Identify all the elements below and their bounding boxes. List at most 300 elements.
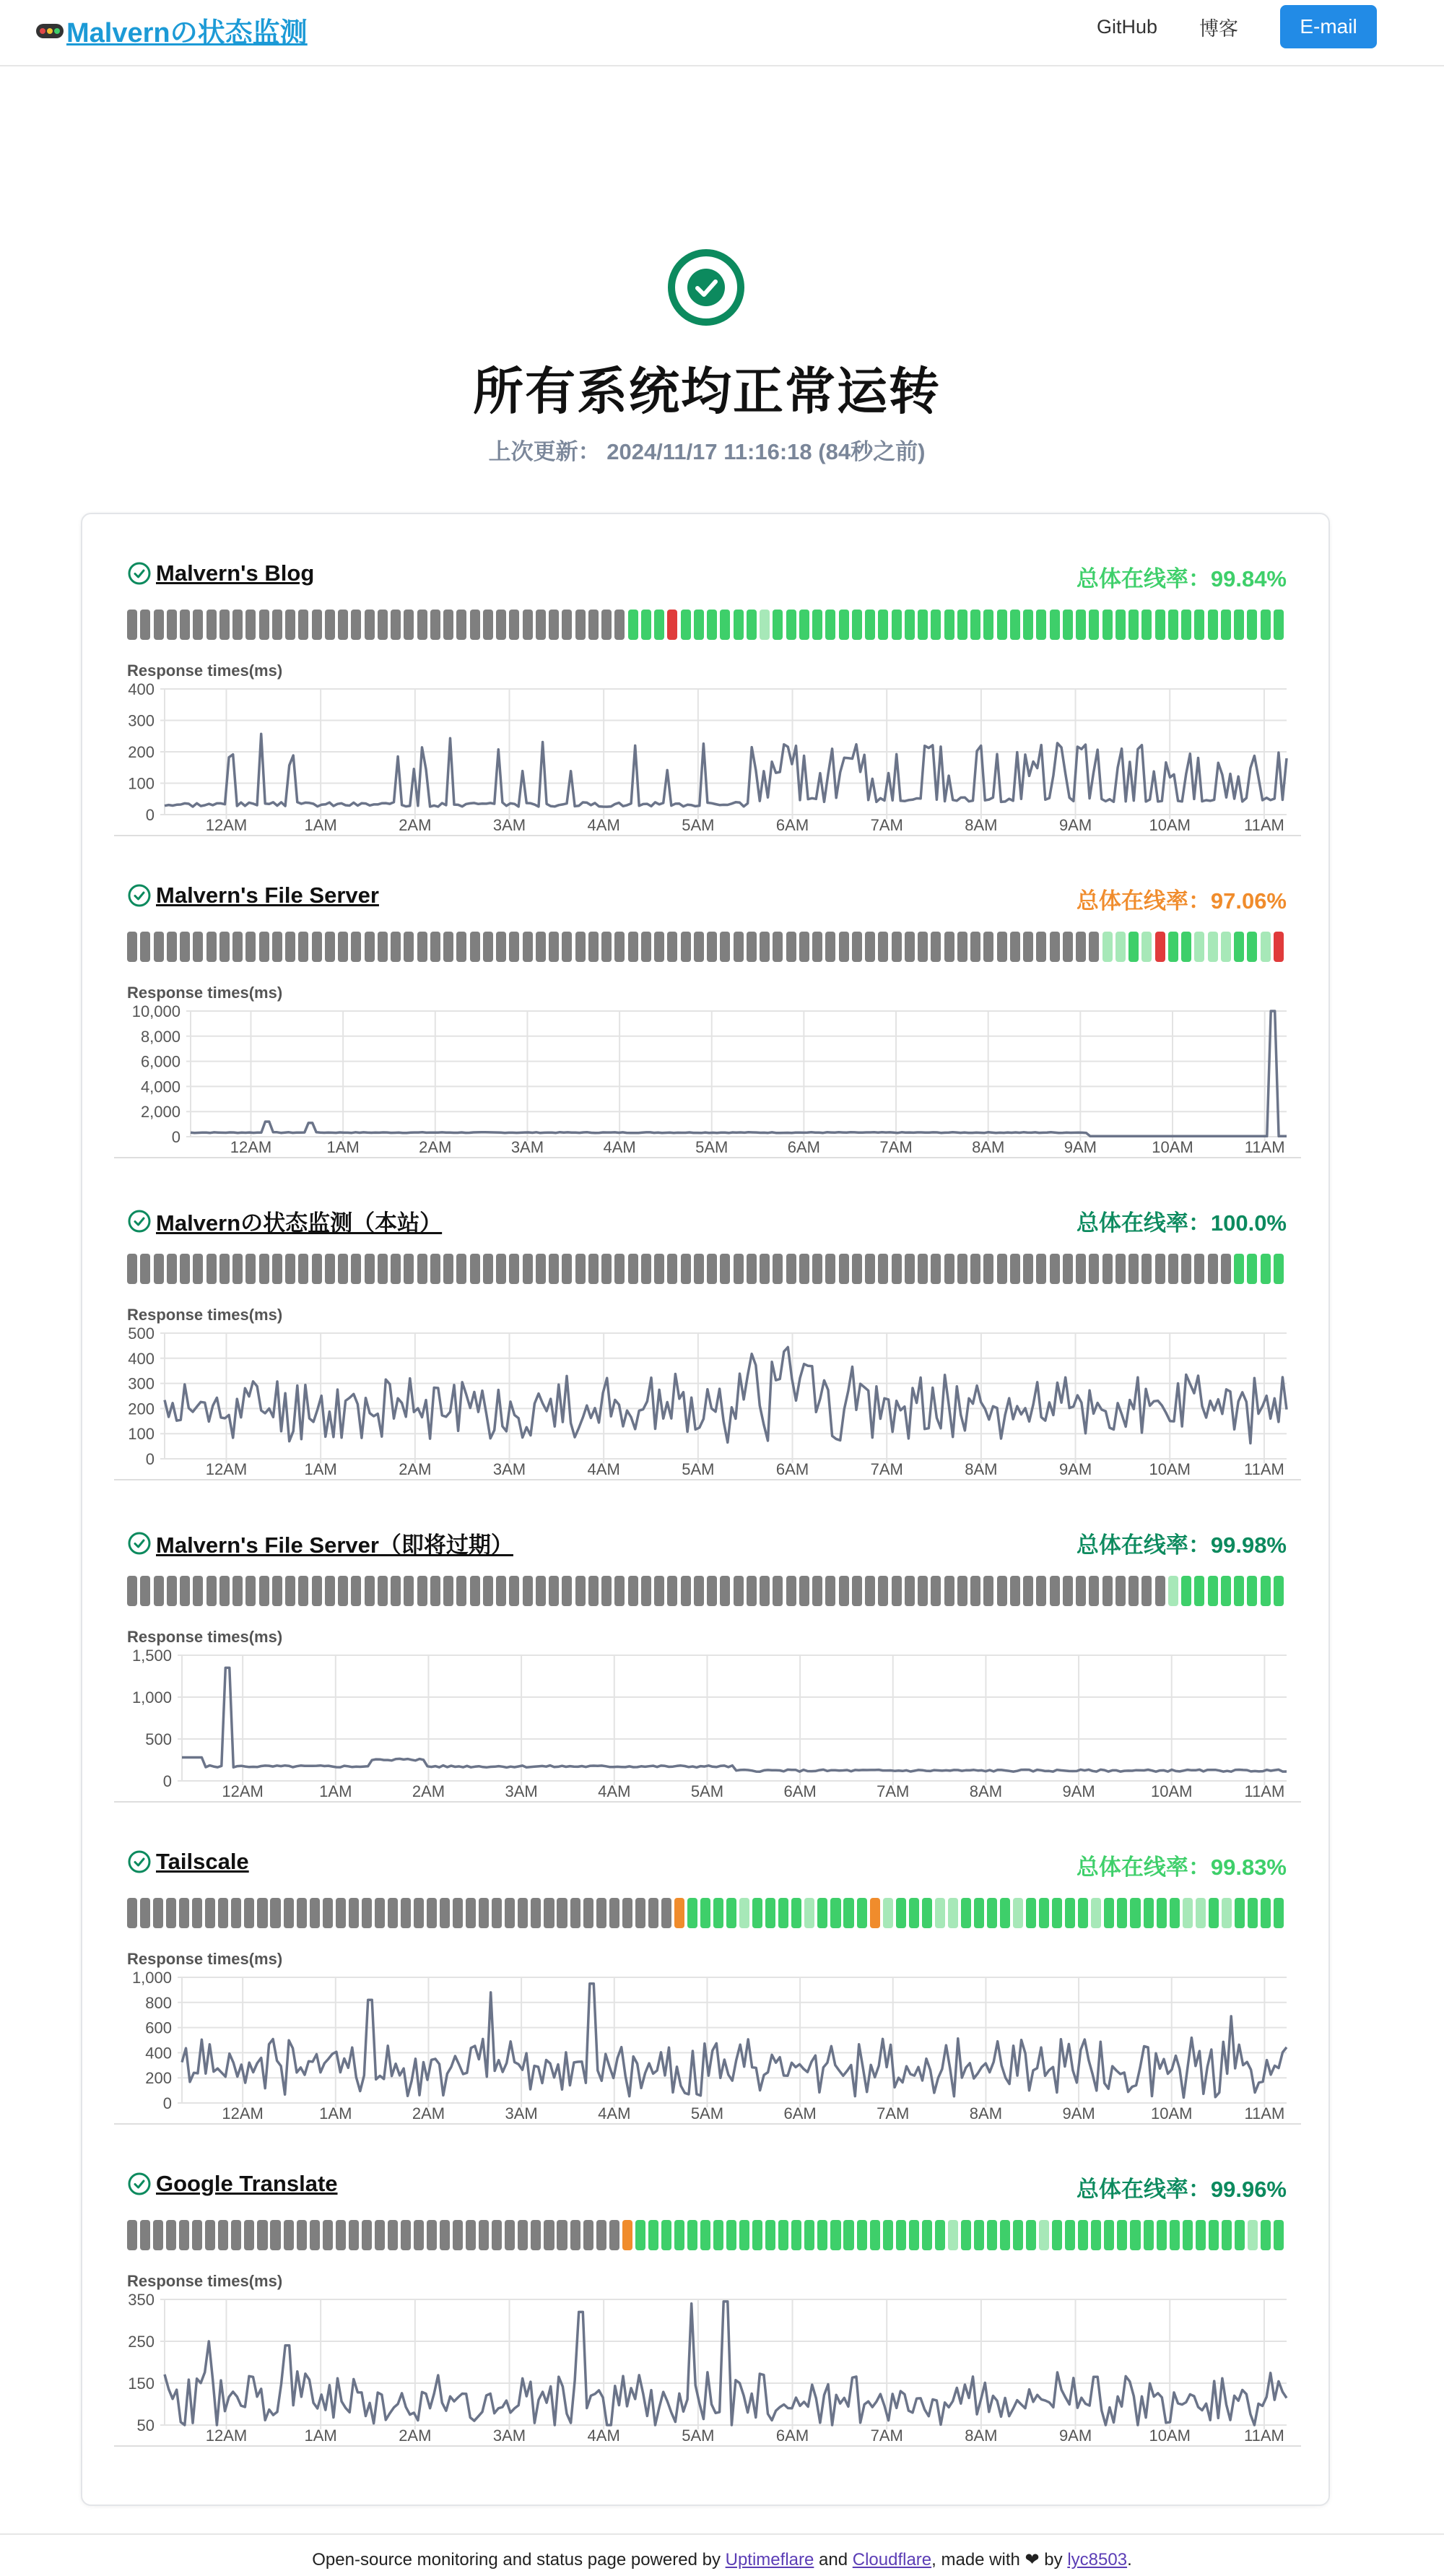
uptime-bar[interactable] <box>1102 610 1113 640</box>
uptime-bar[interactable] <box>857 2220 867 2250</box>
uptime-bar[interactable] <box>391 1254 401 1284</box>
uptime-bar[interactable] <box>970 932 980 962</box>
uptime-bar[interactable] <box>244 2220 254 2250</box>
uptime-bar[interactable] <box>430 1576 440 1606</box>
uptime-bar[interactable] <box>1181 1254 1191 1284</box>
uptime-bar[interactable] <box>338 1254 348 1284</box>
uptime-bar[interactable] <box>747 610 757 640</box>
uptime-bar[interactable] <box>298 610 308 640</box>
uptime-bar[interactable] <box>575 610 586 640</box>
uptime-bar[interactable] <box>466 1898 476 1928</box>
uptime-bar[interactable] <box>549 610 559 640</box>
uptime-bar[interactable] <box>284 1898 294 1928</box>
uptime-bar[interactable] <box>205 1898 215 1928</box>
uptime-bar[interactable] <box>865 610 875 640</box>
uptime-bar[interactable] <box>365 1254 375 1284</box>
uptime-bar[interactable] <box>536 1254 546 1284</box>
uptime-bar[interactable] <box>285 1576 295 1606</box>
uptime-bar[interactable] <box>1076 610 1086 640</box>
uptime-bar[interactable] <box>427 1898 437 1928</box>
uptime-bar[interactable] <box>1168 1576 1178 1606</box>
uptime-bar[interactable] <box>483 1576 493 1606</box>
uptime-bar[interactable] <box>987 1898 997 1928</box>
uptime-bar[interactable] <box>918 610 928 640</box>
uptime-bar[interactable] <box>404 1576 414 1606</box>
uptime-bar[interactable] <box>401 2220 411 2250</box>
uptime-bar[interactable] <box>654 1576 664 1606</box>
uptime-bar[interactable] <box>739 2220 749 2250</box>
uptime-bar[interactable] <box>804 1898 814 1928</box>
uptime-bar[interactable] <box>1155 1254 1165 1284</box>
uptime-bar[interactable] <box>878 932 888 962</box>
uptime-bar[interactable] <box>1194 1254 1204 1284</box>
uptime-bar[interactable] <box>193 610 203 640</box>
uptime-bar[interactable] <box>140 610 150 640</box>
uptime-bar[interactable] <box>180 1254 190 1284</box>
uptime-bar[interactable] <box>614 932 625 962</box>
uptime-bar[interactable] <box>414 1898 424 1928</box>
uptime-bar[interactable] <box>635 1898 645 1928</box>
uptime-bar[interactable] <box>734 1576 744 1606</box>
uptime-bar[interactable] <box>257 1898 267 1928</box>
uptime-bar[interactable] <box>1128 1576 1139 1606</box>
uptime-bar[interactable] <box>596 2220 606 2250</box>
uptime-bar[interactable] <box>492 2220 502 2250</box>
uptime-bar[interactable] <box>430 610 440 640</box>
uptime-bar[interactable] <box>1155 610 1165 640</box>
uptime-bar[interactable] <box>909 1898 919 1928</box>
uptime-bar[interactable] <box>336 1898 346 1928</box>
uptime-bar[interactable] <box>127 1254 137 1284</box>
uptime-bar[interactable] <box>404 932 414 962</box>
uptime-bar[interactable] <box>1261 1254 1271 1284</box>
uptime-bar[interactable] <box>154 932 164 962</box>
uptime-bar[interactable] <box>1208 610 1218 640</box>
uptime-bar[interactable] <box>1274 1898 1284 1928</box>
uptime-bar[interactable] <box>1039 1898 1049 1928</box>
uptime-bar[interactable] <box>417 1254 427 1284</box>
uptime-bar[interactable] <box>338 932 348 962</box>
uptime-bar[interactable] <box>588 932 599 962</box>
brand-link[interactable] <box>36 10 308 50</box>
uptime-bar[interactable] <box>470 932 480 962</box>
uptime-bar[interactable] <box>505 2220 515 2250</box>
uptime-bar[interactable] <box>1115 1576 1126 1606</box>
uptime-bar[interactable] <box>557 2220 567 2250</box>
uptime-bar[interactable] <box>180 932 190 962</box>
uptime-bar[interactable] <box>752 1898 762 1928</box>
uptime-bar[interactable] <box>298 1576 308 1606</box>
uptime-bar[interactable] <box>231 2220 241 2250</box>
uptime-bar[interactable] <box>883 1898 893 1928</box>
monitor-name[interactable]: Google Translate <box>156 2171 338 2196</box>
uptime-bar[interactable] <box>720 932 730 962</box>
uptime-bar[interactable] <box>1234 1576 1244 1606</box>
uptime-bar[interactable] <box>905 1254 915 1284</box>
uptime-bar[interactable] <box>804 2220 814 2250</box>
uptime-bar[interactable] <box>1052 2220 1062 2250</box>
uptime-bar[interactable] <box>1247 1576 1257 1606</box>
uptime-bar[interactable] <box>285 1254 295 1284</box>
uptime-bar[interactable] <box>153 2220 163 2250</box>
uptime-bar[interactable] <box>983 610 993 640</box>
uptime-bar[interactable] <box>298 1254 308 1284</box>
uptime-bar[interactable] <box>661 2220 671 2250</box>
uptime-bar[interactable] <box>830 1898 840 1928</box>
uptime-bar[interactable] <box>232 932 243 962</box>
uptime-bar[interactable] <box>167 932 177 962</box>
uptime-bar[interactable] <box>285 610 295 640</box>
uptime-bar[interactable] <box>351 610 361 640</box>
uptime-bar[interactable] <box>1194 1576 1204 1606</box>
uptime-bar[interactable] <box>667 610 677 640</box>
uptime-bar[interactable] <box>707 1576 717 1606</box>
uptime-bar[interactable] <box>957 610 967 640</box>
uptime-bar[interactable] <box>1091 1898 1101 1928</box>
uptime-bar[interactable] <box>922 2220 932 2250</box>
uptime-bar[interactable] <box>456 1254 466 1284</box>
uptime-bar[interactable] <box>570 1898 580 1928</box>
uptime-bar[interactable] <box>417 610 427 640</box>
uptime-bar[interactable] <box>365 610 375 640</box>
uptime-bar[interactable] <box>739 1898 749 1928</box>
uptime-bar[interactable] <box>1076 932 1086 962</box>
uptime-bar[interactable] <box>601 932 612 962</box>
uptime-bar[interactable] <box>865 1576 875 1606</box>
uptime-bar[interactable] <box>614 1576 625 1606</box>
uptime-bar[interactable] <box>127 932 137 962</box>
uptime-bar[interactable] <box>778 1898 788 1928</box>
uptime-bar[interactable] <box>349 2220 359 2250</box>
uptime-bar[interactable] <box>1115 932 1126 962</box>
uptime-bar[interactable] <box>483 610 493 640</box>
uptime-bar[interactable] <box>609 2220 619 2250</box>
uptime-bar[interactable] <box>970 1254 980 1284</box>
uptime-bar[interactable] <box>179 2220 189 2250</box>
uptime-bar[interactable] <box>575 1254 586 1284</box>
uptime-bar[interactable] <box>1222 2220 1232 2250</box>
monitor-name[interactable]: Malvernの状态监测（本站） <box>156 1210 443 1236</box>
uptime-bar[interactable] <box>1261 610 1271 640</box>
uptime-bar[interactable] <box>378 610 388 640</box>
uptime-bar[interactable] <box>1235 1898 1245 1928</box>
uptime-bar[interactable] <box>245 610 256 640</box>
uptime-bar[interactable] <box>456 1576 466 1606</box>
uptime-bar[interactable] <box>1208 1254 1218 1284</box>
uptime-bar[interactable] <box>852 1254 862 1284</box>
uptime-bar[interactable] <box>1000 2220 1010 2250</box>
uptime-bar[interactable] <box>270 1898 280 1928</box>
uptime-bar[interactable] <box>1181 1576 1191 1606</box>
uptime-bar[interactable] <box>127 610 137 640</box>
uptime-bar[interactable] <box>544 1898 554 1928</box>
uptime-bar[interactable] <box>536 932 546 962</box>
uptime-bar[interactable] <box>338 610 348 640</box>
uptime-bar[interactable] <box>257 2220 267 2250</box>
uptime-bar[interactable] <box>944 932 954 962</box>
uptime-bar[interactable] <box>1050 610 1060 640</box>
uptime-bar[interactable] <box>496 610 506 640</box>
uptime-bar[interactable] <box>870 2220 880 2250</box>
uptime-bar[interactable] <box>1013 2220 1023 2250</box>
uptime-bar[interactable] <box>1208 932 1218 962</box>
uptime-bar[interactable] <box>310 2220 320 2250</box>
uptime-bar[interactable] <box>404 1254 414 1284</box>
uptime-bar[interactable] <box>1063 1254 1073 1284</box>
uptime-bar[interactable] <box>270 2220 280 2250</box>
uptime-bar[interactable] <box>957 932 967 962</box>
uptime-bar[interactable] <box>219 610 230 640</box>
uptime-bar[interactable] <box>700 1898 710 1928</box>
uptime-bar[interactable] <box>628 1254 638 1284</box>
uptime-bar[interactable] <box>948 1898 958 1928</box>
uptime-bar[interactable] <box>1248 1898 1258 1928</box>
uptime-bar[interactable] <box>1039 2220 1049 2250</box>
uptime-bar[interactable] <box>1261 2220 1271 2250</box>
uptime-bar[interactable] <box>667 1576 677 1606</box>
uptime-bar[interactable] <box>713 2220 723 2250</box>
uptime-bar[interactable] <box>1050 1254 1060 1284</box>
uptime-bar[interactable] <box>1036 932 1046 962</box>
uptime-bar[interactable] <box>931 1576 941 1606</box>
uptime-bar[interactable] <box>285 932 295 962</box>
uptime-bar[interactable] <box>918 1254 928 1284</box>
uptime-bar[interactable] <box>417 1576 427 1606</box>
uptime-bar[interactable] <box>752 2220 762 2250</box>
uptime-bar[interactable] <box>1234 610 1244 640</box>
uptime-bar[interactable] <box>1170 2220 1180 2250</box>
uptime-bar[interactable] <box>505 1898 515 1928</box>
uptime-bar[interactable] <box>961 2220 971 2250</box>
uptime-bar[interactable] <box>1194 932 1204 962</box>
uptime-bar[interactable] <box>974 2220 984 2250</box>
uptime-bar[interactable] <box>1078 2220 1088 2250</box>
uptime-bar[interactable] <box>518 2220 528 2250</box>
uptime-bar[interactable] <box>1104 1898 1114 1928</box>
author-link[interactable]: lyc8503 <box>1067 2550 1128 2570</box>
uptime-bar[interactable] <box>825 1254 835 1284</box>
uptime-bar[interactable] <box>443 610 453 640</box>
uptime-bar[interactable] <box>193 932 203 962</box>
uptime-bar[interactable] <box>404 610 414 640</box>
uptime-bar[interactable] <box>878 610 888 640</box>
uptime-bar[interactable] <box>825 610 835 640</box>
uptime-bar[interactable] <box>562 1576 572 1606</box>
uptime-bar[interactable] <box>378 932 388 962</box>
uptime-bar[interactable] <box>765 2220 775 2250</box>
monitor-name[interactable]: Malvern's File Server（即将过期） <box>156 1532 513 1558</box>
uptime-bar[interactable] <box>628 1576 638 1606</box>
uptime-bar[interactable] <box>193 1254 203 1284</box>
uptime-bar[interactable] <box>338 1576 348 1606</box>
uptime-bar[interactable] <box>443 1576 453 1606</box>
uptime-bar[interactable] <box>747 1254 757 1284</box>
uptime-bar[interactable] <box>1010 1576 1020 1606</box>
uptime-bar[interactable] <box>1168 1254 1178 1284</box>
uptime-bar[interactable] <box>892 1576 902 1606</box>
uptime-bar[interactable] <box>878 1254 888 1284</box>
uptime-bar[interactable] <box>799 932 809 962</box>
uptime-bar[interactable] <box>272 610 282 640</box>
uptime-bar[interactable] <box>427 2220 437 2250</box>
uptime-bar[interactable] <box>720 1576 730 1606</box>
uptime-bar[interactable] <box>140 2220 150 2250</box>
uptime-bar[interactable] <box>892 1254 902 1284</box>
uptime-bar[interactable] <box>206 932 217 962</box>
uptime-bar[interactable] <box>648 2220 658 2250</box>
uptime-bar[interactable] <box>786 610 796 640</box>
uptime-bar[interactable] <box>635 2220 645 2250</box>
uptime-bar[interactable] <box>588 610 599 640</box>
uptime-bar[interactable] <box>1141 1254 1152 1284</box>
monitor-name[interactable]: Malvern's File Server <box>156 882 379 908</box>
uptime-bar[interactable] <box>1010 932 1020 962</box>
uptime-bar[interactable] <box>935 2220 945 2250</box>
uptime-bar[interactable] <box>244 1898 254 1928</box>
uptime-bar[interactable] <box>1117 1898 1127 1928</box>
uptime-bar[interactable] <box>509 1576 519 1606</box>
uptime-bar[interactable] <box>1183 1898 1193 1928</box>
uptime-bar[interactable] <box>479 2220 489 2250</box>
uptime-bar[interactable] <box>700 2220 710 2250</box>
uptime-bar[interactable] <box>1000 1898 1010 1928</box>
uptime-bar[interactable] <box>378 1254 388 1284</box>
uptime-bar[interactable] <box>232 1254 243 1284</box>
uptime-bar[interactable] <box>1104 2220 1114 2250</box>
uptime-bar[interactable] <box>760 1576 770 1606</box>
uptime-bar[interactable] <box>1036 610 1046 640</box>
uptime-bar[interactable] <box>562 610 572 640</box>
uptime-bar[interactable] <box>167 1254 177 1284</box>
uptime-bar[interactable] <box>857 1898 867 1928</box>
uptime-bar[interactable] <box>970 1576 980 1606</box>
uptime-bar[interactable] <box>948 2220 958 2250</box>
uptime-bar[interactable] <box>127 1576 137 1606</box>
uptime-bar[interactable] <box>378 1576 388 1606</box>
uptime-bar[interactable] <box>681 1576 691 1606</box>
monitor-name[interactable]: Tailscale <box>156 1849 249 1874</box>
uptime-bar[interactable] <box>707 932 717 962</box>
uptime-bar[interactable] <box>987 2220 997 2250</box>
uptime-bar[interactable] <box>812 1576 822 1606</box>
uptime-bar[interactable] <box>1247 610 1257 640</box>
uptime-bar[interactable] <box>852 1576 862 1606</box>
uptime-bar[interactable] <box>272 1576 282 1606</box>
uptime-bar[interactable] <box>219 932 230 962</box>
uptime-bar[interactable] <box>180 1576 190 1606</box>
uptime-bar[interactable] <box>1010 610 1020 640</box>
uptime-bar[interactable] <box>596 1898 606 1928</box>
uptime-bar[interactable] <box>1023 610 1033 640</box>
uptime-bar[interactable] <box>1026 1898 1036 1928</box>
uptime-bar[interactable] <box>641 1576 651 1606</box>
uptime-bar[interactable] <box>583 2220 593 2250</box>
uptime-bar[interactable] <box>931 610 941 640</box>
uptime-bar[interactable] <box>878 1576 888 1606</box>
uptime-bar[interactable] <box>298 932 308 962</box>
uptime-bar[interactable] <box>726 2220 736 2250</box>
uptime-bar[interactable] <box>681 610 691 640</box>
uptime-bar[interactable] <box>1196 2220 1206 2250</box>
uptime-bar[interactable] <box>892 610 902 640</box>
uptime-bar[interactable] <box>825 932 835 962</box>
uptime-bar[interactable] <box>1052 1898 1062 1928</box>
uptime-bar[interactable] <box>601 1576 612 1606</box>
uptime-bar[interactable] <box>325 932 335 962</box>
uptime-bar[interactable] <box>1050 1576 1060 1606</box>
uptime-bar[interactable] <box>734 932 744 962</box>
uptime-bar[interactable] <box>1261 1576 1271 1606</box>
uptime-bar[interactable] <box>192 1898 202 1928</box>
uptime-bar[interactable] <box>799 610 809 640</box>
uptime-bar[interactable] <box>259 1576 269 1606</box>
uptime-bar[interactable] <box>1221 932 1231 962</box>
uptime-bar[interactable] <box>622 1898 632 1928</box>
uptime-bar[interactable] <box>747 1576 757 1606</box>
uptime-bar[interactable] <box>518 1898 528 1928</box>
uptime-bar[interactable] <box>388 2220 398 2250</box>
uptime-bar[interactable] <box>312 1576 322 1606</box>
uptime-bar[interactable] <box>1196 1898 1206 1928</box>
uptime-bar[interactable] <box>140 1576 150 1606</box>
uptime-bar[interactable] <box>523 1254 533 1284</box>
uptime-bar[interactable] <box>440 2220 450 2250</box>
uptime-bar[interactable] <box>778 2220 788 2250</box>
uptime-bar[interactable] <box>1181 610 1191 640</box>
uptime-bar[interactable] <box>812 932 822 962</box>
uptime-bar[interactable] <box>786 1254 796 1284</box>
uptime-bar[interactable] <box>865 1254 875 1284</box>
uptime-bar[interactable] <box>1130 2220 1140 2250</box>
uptime-bar[interactable] <box>641 610 651 640</box>
uptime-bar[interactable] <box>492 1898 502 1928</box>
uptime-bar[interactable] <box>773 932 783 962</box>
uptime-bar[interactable] <box>245 932 256 962</box>
uptime-bar[interactable] <box>707 610 717 640</box>
uptime-bar[interactable] <box>1078 1898 1088 1928</box>
uptime-bar[interactable] <box>694 1254 704 1284</box>
uptime-bar[interactable] <box>817 1898 827 1928</box>
uptime-bar[interactable] <box>1274 610 1284 640</box>
uptime-bar[interactable] <box>523 610 533 640</box>
uptime-bar[interactable] <box>193 1576 203 1606</box>
uptime-bar[interactable] <box>1222 1898 1232 1928</box>
uptime-bar[interactable] <box>336 2220 346 2250</box>
uptime-bar[interactable] <box>1117 2220 1127 2250</box>
uptime-bar[interactable] <box>843 1898 853 1928</box>
uptime-bar[interactable] <box>325 610 335 640</box>
uptime-bar[interactable] <box>496 932 506 962</box>
uptime-bar[interactable] <box>720 610 730 640</box>
uptime-bar[interactable] <box>179 1898 189 1928</box>
nav-blog-link[interactable]: 博客 <box>1199 17 1238 40</box>
uptime-bar[interactable] <box>219 1254 230 1284</box>
uptime-bar[interactable] <box>812 610 822 640</box>
uptime-bar[interactable] <box>456 610 466 640</box>
uptime-bar[interactable] <box>931 1254 941 1284</box>
uptime-bar[interactable] <box>1261 1898 1271 1928</box>
uptime-bar[interactable] <box>365 1576 375 1606</box>
uptime-bar[interactable] <box>1076 1254 1086 1284</box>
uptime-bar[interactable] <box>1234 1254 1244 1284</box>
uptime-bar[interactable] <box>909 2220 919 2250</box>
uptime-bar[interactable] <box>1209 2220 1219 2250</box>
uptime-bar[interactable] <box>1247 932 1257 962</box>
uptime-bar[interactable] <box>430 932 440 962</box>
uptime-bar[interactable] <box>667 932 677 962</box>
uptime-bar[interactable] <box>883 2220 893 2250</box>
uptime-bar[interactable] <box>865 932 875 962</box>
